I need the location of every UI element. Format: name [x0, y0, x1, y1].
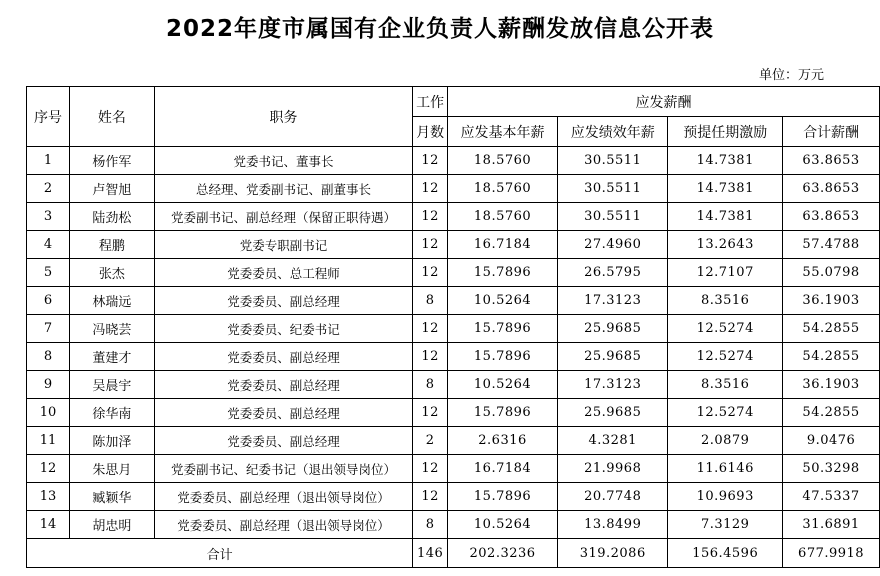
cell-total: 57.4788 — [783, 231, 880, 259]
cell-months: 12 — [413, 259, 448, 287]
cell-base: 2.6316 — [447, 427, 557, 455]
cell-duty: 党委委员、副总经理 — [154, 399, 413, 427]
cell-base: 18.5760 — [447, 175, 557, 203]
cell-total: 63.8653 — [783, 147, 880, 175]
cell-duty: 党委副书记、纪委书记（退出领导岗位） — [154, 455, 413, 483]
cell-perf: 30.5511 — [558, 175, 668, 203]
cell-incentive: 14.7381 — [668, 147, 783, 175]
table-row — [27, 483, 880, 511]
cell-months: 12 — [413, 175, 448, 203]
table-row — [27, 147, 880, 175]
cell-months: 2 — [413, 427, 448, 455]
cell-total: 63.8653 — [783, 175, 880, 203]
total-incentive: 156.4596 — [668, 539, 783, 568]
cell-seq: 12 — [27, 455, 70, 483]
cell-perf: 4.3281 — [558, 427, 668, 455]
cell-name: 朱思月 — [69, 455, 154, 483]
cell-duty: 党委委员、副总经理（退出领导岗位） — [154, 483, 413, 511]
cell-duty: 党委副书记、副总经理（保留正职待遇） — [154, 203, 413, 231]
cell-base: 10.5264 — [447, 371, 557, 399]
cell-seq: 9 — [27, 371, 70, 399]
table-row — [27, 231, 880, 259]
table-row — [27, 343, 880, 371]
cell-base: 15.7896 — [447, 343, 557, 371]
cell-months: 8 — [413, 287, 448, 315]
total-label: 合计 — [27, 539, 413, 568]
cell-months: 12 — [413, 203, 448, 231]
cell-seq: 14 — [27, 511, 70, 539]
cell-seq: 1 — [27, 147, 70, 175]
cell-seq: 11 — [27, 427, 70, 455]
cell-perf: 30.5511 — [558, 147, 668, 175]
table-row — [27, 427, 880, 455]
cell-base: 15.7896 — [447, 259, 557, 287]
cell-base: 10.5264 — [447, 287, 557, 315]
cell-months: 12 — [413, 147, 448, 175]
cell-perf: 17.3123 — [558, 371, 668, 399]
cell-incentive: 11.6146 — [668, 455, 783, 483]
cell-name: 杨作军 — [69, 147, 154, 175]
table-row — [27, 287, 880, 315]
cell-perf: 17.3123 — [558, 287, 668, 315]
header-months-line1: 工作 — [413, 87, 448, 117]
cell-duty: 党委委员、副总经理 — [154, 427, 413, 455]
cell-months: 12 — [413, 231, 448, 259]
cell-perf: 25.9685 — [558, 343, 668, 371]
cell-incentive: 14.7381 — [668, 203, 783, 231]
cell-incentive: 13.2643 — [668, 231, 783, 259]
cell-duty: 党委委员、副总经理（退出领导岗位） — [154, 511, 413, 539]
cell-months: 8 — [413, 511, 448, 539]
cell-seq: 13 — [27, 483, 70, 511]
cell-months: 12 — [413, 455, 448, 483]
cell-incentive: 7.3129 — [668, 511, 783, 539]
table-body — [27, 147, 880, 568]
cell-seq: 8 — [27, 343, 70, 371]
total-total: 677.9918 — [783, 539, 880, 568]
header-base: 应发基本年薪 — [447, 117, 557, 147]
total-row — [27, 539, 880, 568]
cell-seq: 3 — [27, 203, 70, 231]
cell-total: 31.6891 — [783, 511, 880, 539]
cell-incentive: 12.7107 — [668, 259, 783, 287]
cell-total: 54.2855 — [783, 315, 880, 343]
cell-months: 12 — [413, 315, 448, 343]
cell-name: 臧颖华 — [69, 483, 154, 511]
cell-incentive: 10.9693 — [668, 483, 783, 511]
cell-incentive: 12.5274 — [668, 315, 783, 343]
cell-total: 36.1903 — [783, 287, 880, 315]
total-base: 202.3236 — [447, 539, 557, 568]
header-perf: 应发绩效年薪 — [558, 117, 668, 147]
cell-perf: 13.8499 — [558, 511, 668, 539]
table-row — [27, 511, 880, 539]
cell-base: 15.7896 — [447, 399, 557, 427]
cell-perf: 20.7748 — [558, 483, 668, 511]
cell-seq: 6 — [27, 287, 70, 315]
cell-perf: 21.9968 — [558, 455, 668, 483]
table-row — [27, 203, 880, 231]
cell-base: 16.7184 — [447, 231, 557, 259]
cell-total: 47.5337 — [783, 483, 880, 511]
cell-total: 50.3298 — [783, 455, 880, 483]
cell-name: 卢智旭 — [69, 175, 154, 203]
cell-total: 55.0798 — [783, 259, 880, 287]
cell-perf: 27.4960 — [558, 231, 668, 259]
cell-total: 9.0476 — [783, 427, 880, 455]
cell-seq: 4 — [27, 231, 70, 259]
header-duty: 职务 — [154, 87, 413, 147]
table-row — [27, 399, 880, 427]
cell-duty: 党委委员、副总经理 — [154, 287, 413, 315]
cell-name: 徐华南 — [69, 399, 154, 427]
cell-base: 18.5760 — [447, 203, 557, 231]
table-row — [27, 315, 880, 343]
cell-seq: 2 — [27, 175, 70, 203]
cell-name: 陆劲松 — [69, 203, 154, 231]
table-row — [27, 371, 880, 399]
cell-base: 10.5264 — [447, 511, 557, 539]
cell-base: 15.7896 — [447, 483, 557, 511]
cell-incentive: 12.5274 — [668, 343, 783, 371]
cell-months: 12 — [413, 483, 448, 511]
header-name: 姓名 — [69, 87, 154, 147]
total-months: 146 — [413, 539, 448, 568]
cell-name: 程鹏 — [69, 231, 154, 259]
cell-total: 54.2855 — [783, 399, 880, 427]
cell-duty: 党委委员、副总经理 — [154, 371, 413, 399]
cell-name: 陈加泽 — [69, 427, 154, 455]
cell-perf: 26.5795 — [558, 259, 668, 287]
cell-name: 董建才 — [69, 343, 154, 371]
cell-name: 吴晨宇 — [69, 371, 154, 399]
salary-table — [26, 86, 880, 568]
cell-total: 54.2855 — [783, 343, 880, 371]
table-row — [27, 175, 880, 203]
cell-perf: 25.9685 — [558, 315, 668, 343]
page-title: 2022年度市属国有企业负责人薪酬发放信息公开表 — [165, 16, 714, 42]
cell-base: 15.7896 — [447, 315, 557, 343]
cell-duty: 党委委员、总工程师 — [154, 259, 413, 287]
header-months-line2: 月数 — [413, 117, 448, 147]
cell-months: 12 — [413, 343, 448, 371]
cell-seq: 10 — [27, 399, 70, 427]
cell-name: 冯晓芸 — [69, 315, 154, 343]
cell-perf: 25.9685 — [558, 399, 668, 427]
cell-incentive: 12.5274 — [668, 399, 783, 427]
header-total: 合计薪酬 — [783, 117, 880, 147]
header-seq: 序号 — [27, 87, 70, 147]
total-perf: 319.2086 — [558, 539, 668, 568]
cell-incentive: 8.3516 — [668, 287, 783, 315]
cell-months: 8 — [413, 371, 448, 399]
cell-total: 63.8653 — [783, 203, 880, 231]
cell-duty: 党委书记、董事长 — [154, 147, 413, 175]
cell-incentive: 8.3516 — [668, 371, 783, 399]
cell-base: 16.7184 — [447, 455, 557, 483]
unit-label: 单位：万元 — [758, 68, 824, 83]
cell-total: 36.1903 — [783, 371, 880, 399]
cell-seq: 7 — [27, 315, 70, 343]
table-row — [27, 455, 880, 483]
cell-perf: 30.5511 — [558, 203, 668, 231]
cell-name: 张杰 — [69, 259, 154, 287]
cell-duty: 党委专职副书记 — [154, 231, 413, 259]
cell-duty: 总经理、党委副书记、副董事长 — [154, 175, 413, 203]
table-row — [27, 259, 880, 287]
cell-months: 12 — [413, 399, 448, 427]
header-pay-group: 应发薪酬 — [447, 87, 879, 117]
cell-base: 18.5760 — [447, 147, 557, 175]
cell-name: 林瑞远 — [69, 287, 154, 315]
cell-name: 胡忠明 — [69, 511, 154, 539]
cell-duty: 党委委员、纪委书记 — [154, 315, 413, 343]
cell-incentive: 2.0879 — [668, 427, 783, 455]
header-incentive: 预提任期激励 — [668, 117, 783, 147]
cell-incentive: 14.7381 — [668, 175, 783, 203]
cell-duty: 党委委员、副总经理 — [154, 343, 413, 371]
cell-seq: 5 — [27, 259, 70, 287]
